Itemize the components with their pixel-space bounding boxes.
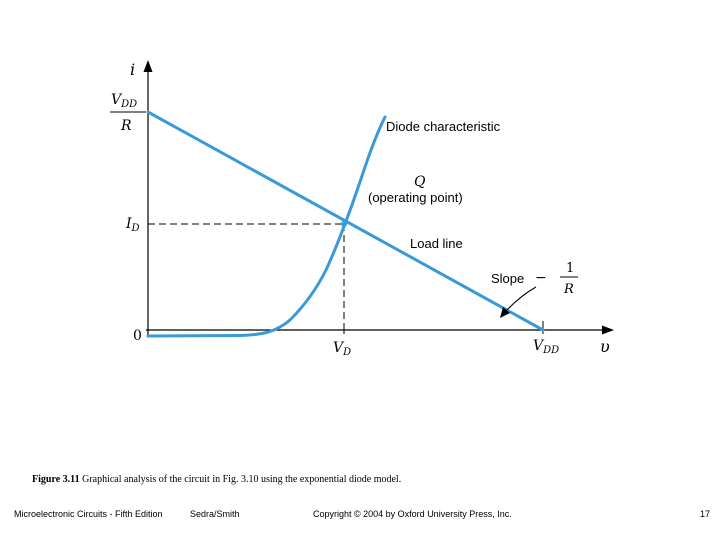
- operating-point: [341, 221, 347, 227]
- x-axis-label: υ: [600, 337, 610, 356]
- footer-copyright: Copyright © 2004 by Oxford University Press, Inc.: [313, 509, 512, 519]
- y-axis-label: i: [130, 60, 136, 79]
- vdd-tick-label: $V_{DD}$: [533, 338, 560, 356]
- zero-tick-label: 0: [133, 328, 142, 344]
- footer-page-number: 17: [700, 509, 711, 519]
- id-tick-label: $I_D$: [126, 216, 140, 234]
- diode-curve: [148, 117, 385, 336]
- vdd-over-r-denominator: R: [121, 118, 132, 134]
- diode-characteristic-label: Diode characteristic: [386, 119, 501, 134]
- figure-number: Figure 3.11: [32, 474, 80, 485]
- slope-arrow: [504, 287, 536, 313]
- y-axis-arrow: [144, 60, 153, 72]
- figure-caption: [32, 474, 401, 485]
- footer-book-title: Microelectronic Circuits - Fifth Edition: [14, 509, 163, 519]
- vd-tick-label: $V_D$: [333, 340, 352, 358]
- operating-point-label: (operating point): [368, 190, 463, 205]
- slope-numerator: 1: [566, 261, 575, 276]
- footer-authors: Sedra/Smith: [190, 509, 240, 519]
- slope-label: Slope: [491, 271, 525, 286]
- load-line-label: Load line: [410, 236, 463, 251]
- q-label: Q: [414, 174, 426, 190]
- slope-minus-sign: −: [535, 270, 547, 286]
- x-axis-arrow: [602, 326, 614, 335]
- figure-caption-text: Graphical analysis of the circuit in Fig. 3.10 using the exponential diode model.: [82, 474, 402, 485]
- slope-denominator: R: [564, 282, 574, 297]
- vdd-over-r-numerator: $V_{DD}$: [111, 92, 138, 110]
